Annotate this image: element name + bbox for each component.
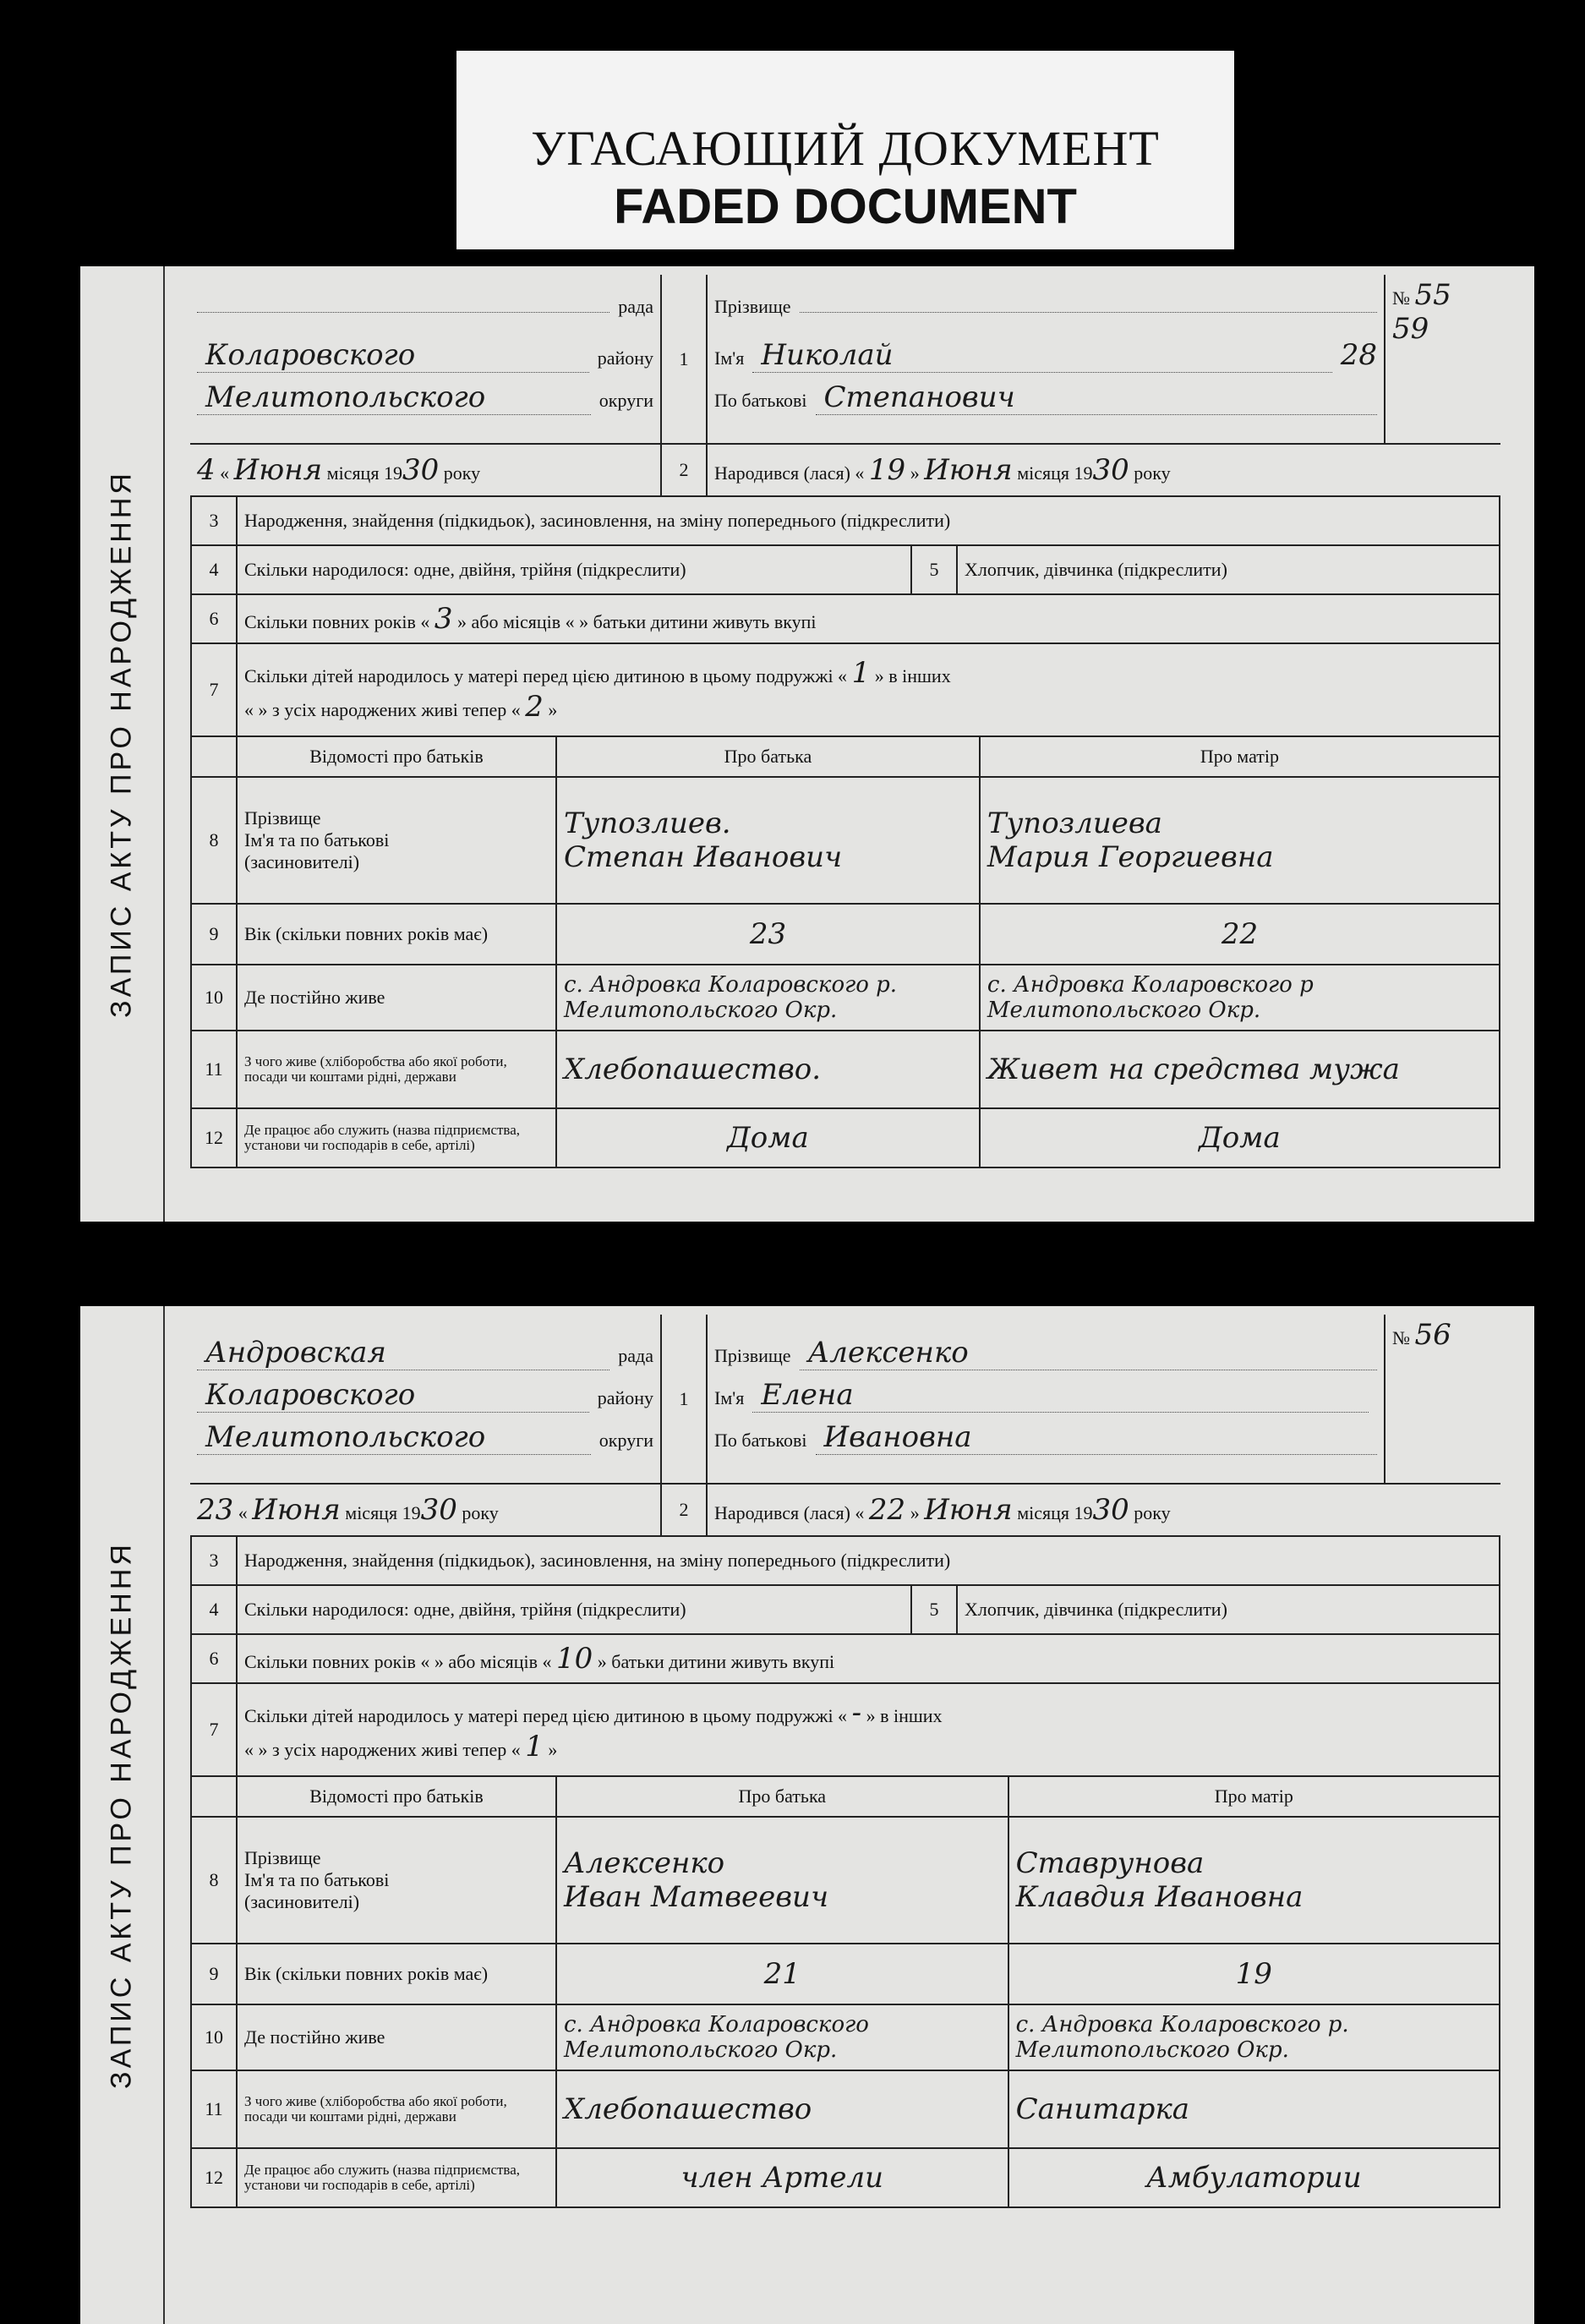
handwritten-value: член Артели — [556, 2148, 1008, 2207]
form-cell — [197, 338, 653, 380]
handwritten-value: 59 — [1392, 312, 1429, 346]
handwritten-value — [556, 2004, 1008, 2070]
form-cell — [190, 1315, 661, 1484]
form-cell — [714, 1420, 1377, 1463]
form-cell: Скільки повних років « — [244, 611, 430, 632]
form-cell — [191, 736, 237, 777]
form-cell: с. Андровка Коларовского — [564, 2012, 869, 2037]
form-cell: Вік (скільки повних років має) — [237, 1944, 556, 2004]
handwritten-value: Хлебопашество. — [556, 1031, 980, 1108]
handwritten-value: Хлебопашество — [556, 2070, 1008, 2148]
record-body — [190, 1535, 1500, 1777]
row-number: 7 — [191, 1683, 237, 1776]
banner-ru: УГАСАЮЩИЙ ДОКУМЕНТ — [531, 121, 1160, 176]
handwritten-value: Июня — [233, 453, 323, 487]
handwritten-value: Андровская — [197, 1336, 609, 1370]
form-cell: Де постійно живе — [237, 965, 556, 1031]
parents-table — [190, 735, 1500, 1168]
handwritten-value: 55 — [1414, 278, 1451, 312]
record-header — [190, 1315, 1500, 1537]
row-number: 4 — [191, 1585, 237, 1634]
record-header — [190, 275, 1500, 497]
form-cell — [707, 275, 1385, 444]
form-cell: Хлопчик, дівчинка (підкреслити) — [957, 545, 1500, 594]
row-number: 1 — [661, 275, 707, 444]
form-cell — [714, 1336, 1377, 1378]
form-cell — [197, 1336, 653, 1378]
form-cell: Тупозлиев. — [564, 807, 731, 840]
form-cell: с. Андровка Коларовского р. — [564, 972, 898, 998]
form-cell: » з усіх народжених живі тепер « — [258, 1739, 521, 1760]
row-number: 1 — [661, 1315, 707, 1484]
record-body — [190, 495, 1500, 737]
handwritten-value — [556, 777, 980, 904]
handwritten-value: - — [851, 1696, 862, 1730]
handwritten-value: 30 — [1092, 453, 1129, 487]
form-cell: Де постійно живе — [237, 2004, 556, 2070]
form-cell: » або місяців « — [457, 611, 575, 632]
form-cell: Про батька — [556, 1776, 1008, 1817]
row-number: 10 — [191, 2004, 237, 2070]
form-cell — [1385, 275, 1500, 444]
parents-table — [190, 1775, 1500, 2208]
form-cell: Прізвище Ім'я та по батькові (засиновителі) — [237, 1817, 556, 1944]
handwritten-value: 4 — [197, 453, 216, 487]
form-cell — [714, 1378, 1377, 1420]
handwritten-value — [1008, 2004, 1500, 2070]
form-cell: Відомості про батьків — [237, 1776, 556, 1817]
form-cell: Алексенко — [564, 1846, 725, 1880]
row-number: 7 — [191, 643, 237, 736]
row-number: 9 — [191, 904, 237, 965]
form-cell: Скільки дітей народилось у матері перед цією дитиною в цьому подружжі « — [244, 665, 848, 686]
side-title — [80, 1306, 165, 2324]
handwritten-value: 30 — [420, 1493, 457, 1527]
form-cell: Прізвище Ім'я та по батькові (засиновителі) — [237, 777, 556, 904]
form-cell — [197, 296, 653, 338]
form-cell: округи — [598, 389, 653, 411]
form-cell: Народився (лася) — [714, 462, 850, 484]
form-cell: району — [597, 347, 653, 369]
row-number: 11 — [191, 1031, 237, 1108]
form-cell — [714, 338, 1377, 380]
form-cell: року — [443, 462, 481, 484]
form-cell — [190, 1315, 1500, 2208]
form-cell — [237, 1683, 1500, 1776]
row-number: 9 — [191, 1944, 237, 2004]
form-cell: Про матір — [980, 736, 1500, 777]
form-cell — [197, 380, 653, 423]
row-number: 5 — [911, 1585, 957, 1634]
handwritten-value: Амбулатории — [1008, 2148, 1500, 2207]
form-cell — [237, 594, 1500, 643]
form-cell: Хлопчик, дівчинка (підкреслити) — [957, 1585, 1500, 1634]
form-cell: року — [1134, 462, 1171, 484]
form-cell: с. Андровка Коларовского р — [987, 972, 1314, 998]
row-number: 2 — [661, 444, 707, 496]
form-cell: с. Андровка Коларовского р. — [1015, 2012, 1349, 2037]
side-title — [80, 266, 165, 1222]
form-cell: Степан Иванович — [564, 840, 843, 874]
form-cell: року — [1134, 1502, 1171, 1523]
form-cell: рада — [618, 1344, 653, 1366]
form-cell: року — [462, 1502, 499, 1523]
form-cell: ЗАПИС АКТУ ПРО НАРОДЖЕННЯ — [105, 470, 138, 1018]
row-number: 10 — [191, 965, 237, 1031]
form-cell: По батькові — [714, 1429, 807, 1451]
handwritten-value: 30 — [1092, 1493, 1129, 1527]
handwritten-value: Николай — [752, 338, 1331, 373]
form-cell: » батьки дитини живуть вкупі — [579, 611, 817, 632]
form-cell: З чого живе (хліборобства або якої роботи, посади чи коштами рідні, держави — [237, 1031, 556, 1108]
form-cell — [714, 296, 1377, 338]
form-cell: 23 « Июня місяця 1930 року — [190, 1484, 661, 1536]
form-cell: Тупозлиева — [987, 807, 1162, 840]
handwritten-value: 1 — [525, 1730, 544, 1764]
handwritten-value: 56 — [1414, 1318, 1451, 1352]
row-number: 8 — [191, 777, 237, 904]
row-number: 3 — [191, 1536, 237, 1585]
form-cell: Мария Георгиевна — [987, 840, 1274, 874]
form-cell: місяця — [1017, 1502, 1069, 1523]
form-cell: Про матір — [1008, 1776, 1500, 1817]
handwritten-value: Ивановна — [816, 1420, 1378, 1455]
form-cell: Де працює або служить (назва підприємства, установи чи господарів в себе, артілі) — [237, 1108, 556, 1167]
handwritten-value: Степанович — [816, 380, 1378, 415]
form-cell: Ставрунова — [1015, 1846, 1205, 1880]
birth-record-sheet-1 — [80, 266, 1534, 1222]
handwritten-value: Мелитопольского — [197, 1420, 591, 1455]
handwritten-value: Коларовского — [197, 1378, 589, 1413]
form-cell: Мелитопольского Окр. — [987, 998, 1261, 1023]
handwritten-value: 2 — [525, 690, 544, 724]
form-cell: Народження, знайдення (підкидьок), засиновлення, на зміну попереднього (підкреслити) — [237, 1536, 1500, 1585]
form-cell: » в інших — [866, 1705, 943, 1726]
row-number: 6 — [191, 1634, 237, 1683]
form-cell: Ім'я — [714, 1386, 745, 1408]
handwritten-value: 21 — [556, 1944, 1008, 2004]
form-cell: » в інших — [874, 665, 951, 686]
handwritten-value: 19 — [868, 453, 906, 487]
handwritten-value — [197, 312, 609, 313]
handwritten-value — [980, 777, 1500, 904]
handwritten-value: Июня — [252, 1493, 341, 1527]
handwritten-value: Мелитопольского — [197, 380, 591, 415]
form-cell: місяця 19 — [345, 1502, 421, 1523]
row-number: 5 — [911, 545, 957, 594]
form-cell: » — [548, 699, 558, 720]
form-cell — [197, 1378, 653, 1420]
handwritten-value: 28 — [1340, 337, 1377, 372]
form-cell: місяця 19 — [326, 462, 402, 484]
form-cell: « — [244, 1739, 254, 1760]
form-cell: Відомості про батьків — [237, 736, 556, 777]
handwritten-value: Июня — [924, 1493, 1013, 1527]
form-cell: Про батька — [556, 736, 980, 777]
form-cell: Мелитопольского Окр. — [1015, 2037, 1289, 2063]
form-cell: » з усіх народжених живі тепер « — [258, 699, 521, 720]
form-cell: місяця — [1017, 462, 1069, 484]
handwritten-value: Санитарка — [1008, 2070, 1500, 2148]
form-cell: Народився (лася) — [714, 1502, 850, 1523]
form-cell: Скільки народилося: одне, двійня, трійня (підкреслити) — [237, 545, 911, 594]
row-number: 3 — [191, 496, 237, 545]
form-cell: З чого живе (хліборобства або якої роботи, посади чи коштами рідні, держави — [237, 2070, 556, 2148]
form-cell: Мелитопольского Окр. — [564, 998, 838, 1023]
row-number: 11 — [191, 2070, 237, 2148]
handwritten-value: 3 — [434, 602, 453, 636]
handwritten-value — [556, 1817, 1008, 1944]
faded-document-banner — [456, 51, 1234, 249]
form-cell: Скільки повних років « — [244, 1651, 430, 1672]
handwritten-value: 30 — [402, 453, 440, 487]
form-cell — [237, 643, 1500, 736]
row-number: 8 — [191, 1817, 237, 1944]
form-cell — [191, 1776, 237, 1817]
form-cell: ЗАПИС АКТУ ПРО НАРОДЖЕННЯ — [105, 1541, 138, 2089]
form-cell: Прізвище — [714, 1344, 791, 1366]
handwritten-value — [556, 965, 980, 1031]
handwritten-value — [980, 965, 1500, 1031]
form-cell — [707, 1315, 1385, 1484]
form-cell: 4 « Июня місяця 1930 року — [190, 444, 661, 496]
handwritten-value: Елена — [752, 1378, 1369, 1413]
form-cell — [190, 275, 661, 444]
form-cell: « — [244, 699, 254, 720]
handwritten-value: 10 — [556, 1642, 593, 1676]
handwritten-value: 19 — [1008, 1944, 1500, 2004]
row-number: 6 — [191, 594, 237, 643]
form-cell: » — [548, 1739, 558, 1760]
handwritten-value: Алексенко — [800, 1336, 1377, 1370]
form-cell — [714, 380, 1377, 423]
form-cell — [190, 275, 1500, 1168]
handwritten-value: 22 — [980, 904, 1500, 965]
form-cell: Народився (лася) « 22 » Июня місяця 1930 року — [707, 1484, 1500, 1536]
birth-record-sheet-2 — [80, 1306, 1534, 2324]
form-cell — [197, 1420, 653, 1463]
form-cell: Мелитопольского Окр. — [564, 2037, 838, 2063]
banner-en: FADED DOCUMENT — [614, 179, 1077, 234]
form-cell: Ім'я — [714, 347, 745, 369]
form-cell: Иван Матвеевич — [564, 1880, 829, 1914]
form-cell: Скільки дітей народилось у матері перед цією дитиною в цьому подружжі « — [244, 1705, 848, 1726]
form-cell: Скільки народилося: одне, двійня, трійня (підкреслити) — [237, 1585, 911, 1634]
form-cell: № — [1392, 1327, 1410, 1348]
form-cell: » батьки дитини живуть вкупі — [597, 1651, 835, 1672]
form-cell: Де працює або служить (назва підприємства, установи чи господарів в себе, артілі) — [237, 2148, 556, 2207]
handwritten-value: 22 — [868, 1493, 906, 1527]
row-number: 12 — [191, 2148, 237, 2207]
form-cell: Клавдия Ивановна — [1015, 1880, 1304, 1914]
form-cell: округи — [598, 1429, 653, 1451]
handwritten-value: Дома — [980, 1108, 1500, 1167]
form-cell — [1385, 1315, 1500, 1484]
form-cell: № — [1392, 287, 1410, 309]
row-number: 12 — [191, 1108, 237, 1167]
handwritten-value: Коларовского — [197, 338, 589, 373]
handwritten-value: 23 — [197, 1493, 234, 1527]
handwritten-value — [800, 312, 1377, 313]
form-cell — [237, 1634, 1500, 1683]
form-cell: рада — [618, 295, 653, 317]
form-cell: Прізвище — [714, 295, 791, 317]
handwritten-value: Живет на средства мужа — [980, 1031, 1500, 1108]
form-cell: Вік (скільки повних років має) — [237, 904, 556, 965]
form-cell: Народження, знайдення (підкидьок), засиновлення, на зміну попереднього (підкреслити) — [237, 496, 1500, 545]
form-cell: Народився (лася) « 19 » Июня місяця 1930 року — [707, 444, 1500, 496]
form-cell: району — [597, 1386, 653, 1408]
form-cell: По батькові — [714, 389, 807, 411]
handwritten-value — [1008, 1817, 1500, 1944]
row-number: 2 — [661, 1484, 707, 1536]
handwritten-value: 23 — [556, 904, 980, 965]
handwritten-value: Дома — [556, 1108, 980, 1167]
handwritten-value: Июня — [924, 453, 1013, 487]
row-number: 4 — [191, 545, 237, 594]
form-cell: » або місяців « — [434, 1651, 552, 1672]
handwritten-value: 1 — [851, 656, 871, 690]
